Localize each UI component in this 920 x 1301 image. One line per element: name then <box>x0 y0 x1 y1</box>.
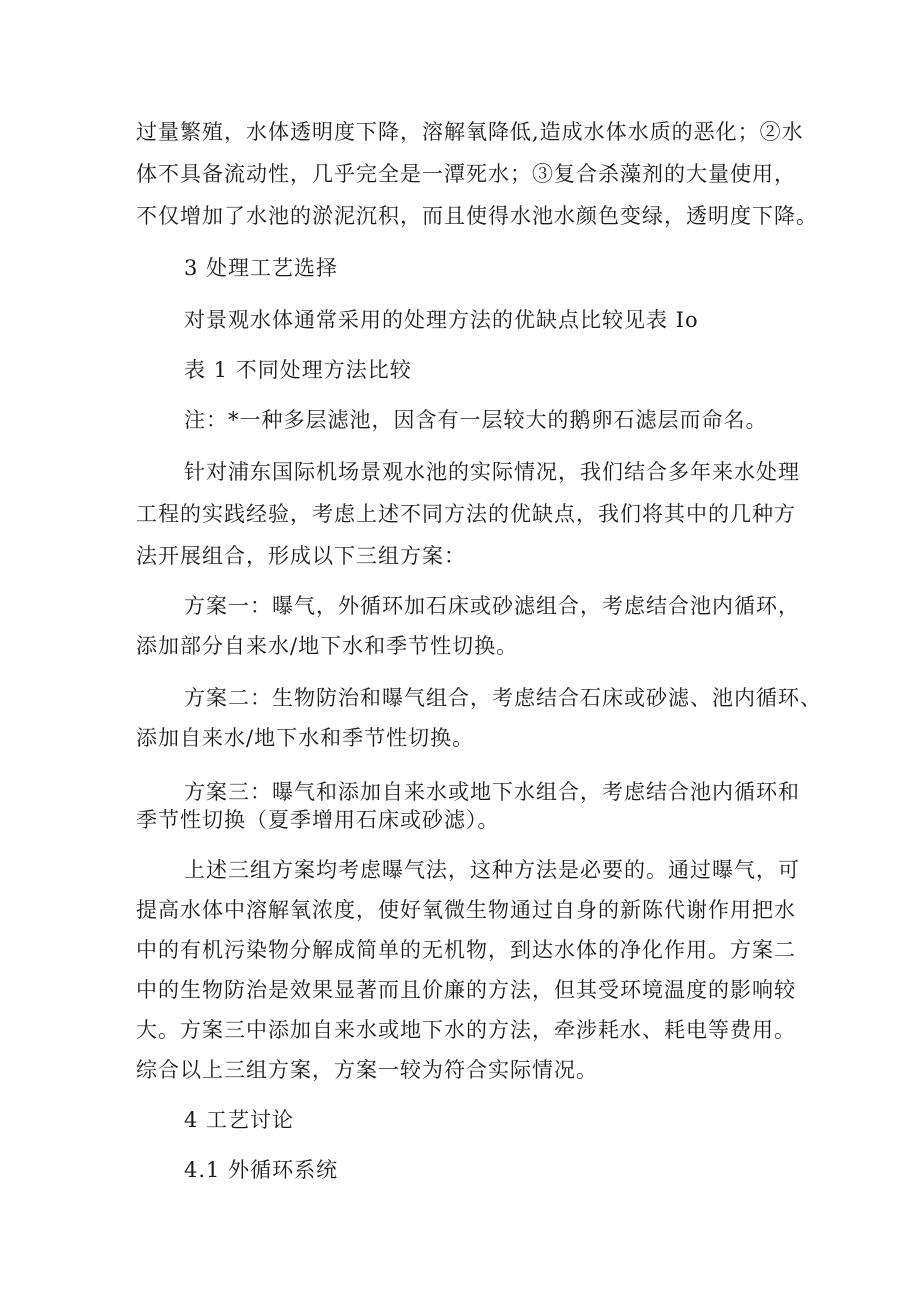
paragraph-line: 综合以上三组方案，方案一较为符合实际情况。 <box>136 1058 598 1082</box>
paragraph-line: 提高水体中溶解氧浓度，使好氧微生物通过自身的新陈代谢作用把水 <box>136 898 796 922</box>
plan-1-line: 方案一：曝气，外循环加石床或砂滤组合，考虑结合池内循环， <box>184 594 800 618</box>
paragraph-line: 中的生物防治是效果显著而且价廉的方法，但其受环境温度的影响较 <box>136 978 796 1002</box>
section-heading-4: 4 工艺讨论 <box>184 1108 295 1132</box>
plan-1-line: 添加部分自来水/地下水和季节性切换。 <box>136 634 519 658</box>
table-caption: 表 1 不同处理方法比较 <box>184 358 412 382</box>
table-note: 注：*一种多层滤池，因含有一层较大的鹅卵石滤层而命名。 <box>184 408 768 432</box>
paragraph-line: 中的有机污染物分解成简单的无机物，到达水体的净化作用。方案二 <box>136 938 796 962</box>
paragraph-line: 针对浦东国际机场景观水池的实际情况，我们结合多年来水处理 <box>184 460 800 484</box>
plan-3-line: 季节性切换（夏季增用石床或砂滤）。 <box>136 808 500 832</box>
paragraph-line: 不仅增加了水池的淤泥沉积，而且使得水池水颜色变绿，透明度下降。 <box>136 204 818 228</box>
paragraph-line: 上述三组方案均考虑曝气法，这种方法是必要的。通过曝气，可 <box>184 858 800 882</box>
paragraph-line: 工程的实践经验，考虑上述不同方法的优缺点，我们将其中的几种方 <box>136 502 796 526</box>
paragraph-line: 大。方案三中添加自来水或地下水的方法，牵涉耗水、耗电等费用。 <box>136 1018 796 1042</box>
paragraph-line: 体不具备流动性，几乎完全是一潭死水；③复合杀藻剂的大量使用， <box>136 162 796 186</box>
plan-2-line: 添加自来水/地下水和季节性切换。 <box>136 726 475 750</box>
paragraph-line: 过量繁殖，水体透明度下降，溶解氧降低,造成水体水质的恶化；②水 <box>136 120 804 144</box>
plan-2-line: 方案二：生物防治和曝气组合，考虑结合石床或砂滤、池内循环、 <box>184 686 822 710</box>
plan-3-line: 方案三：曝气和添加自来水或地下水组合，考虑结合池内循环和 <box>184 780 800 804</box>
section-heading-3: 3 处理工艺选择 <box>184 256 339 280</box>
paragraph-line: 法开展组合，形成以下三组方案： <box>136 544 466 568</box>
table-reference-paragraph: 对景观水体通常采用的处理方法的优缺点比较见表 Io <box>184 308 699 332</box>
subsection-heading-4-1: 4.1 外循环系统 <box>184 1158 339 1182</box>
